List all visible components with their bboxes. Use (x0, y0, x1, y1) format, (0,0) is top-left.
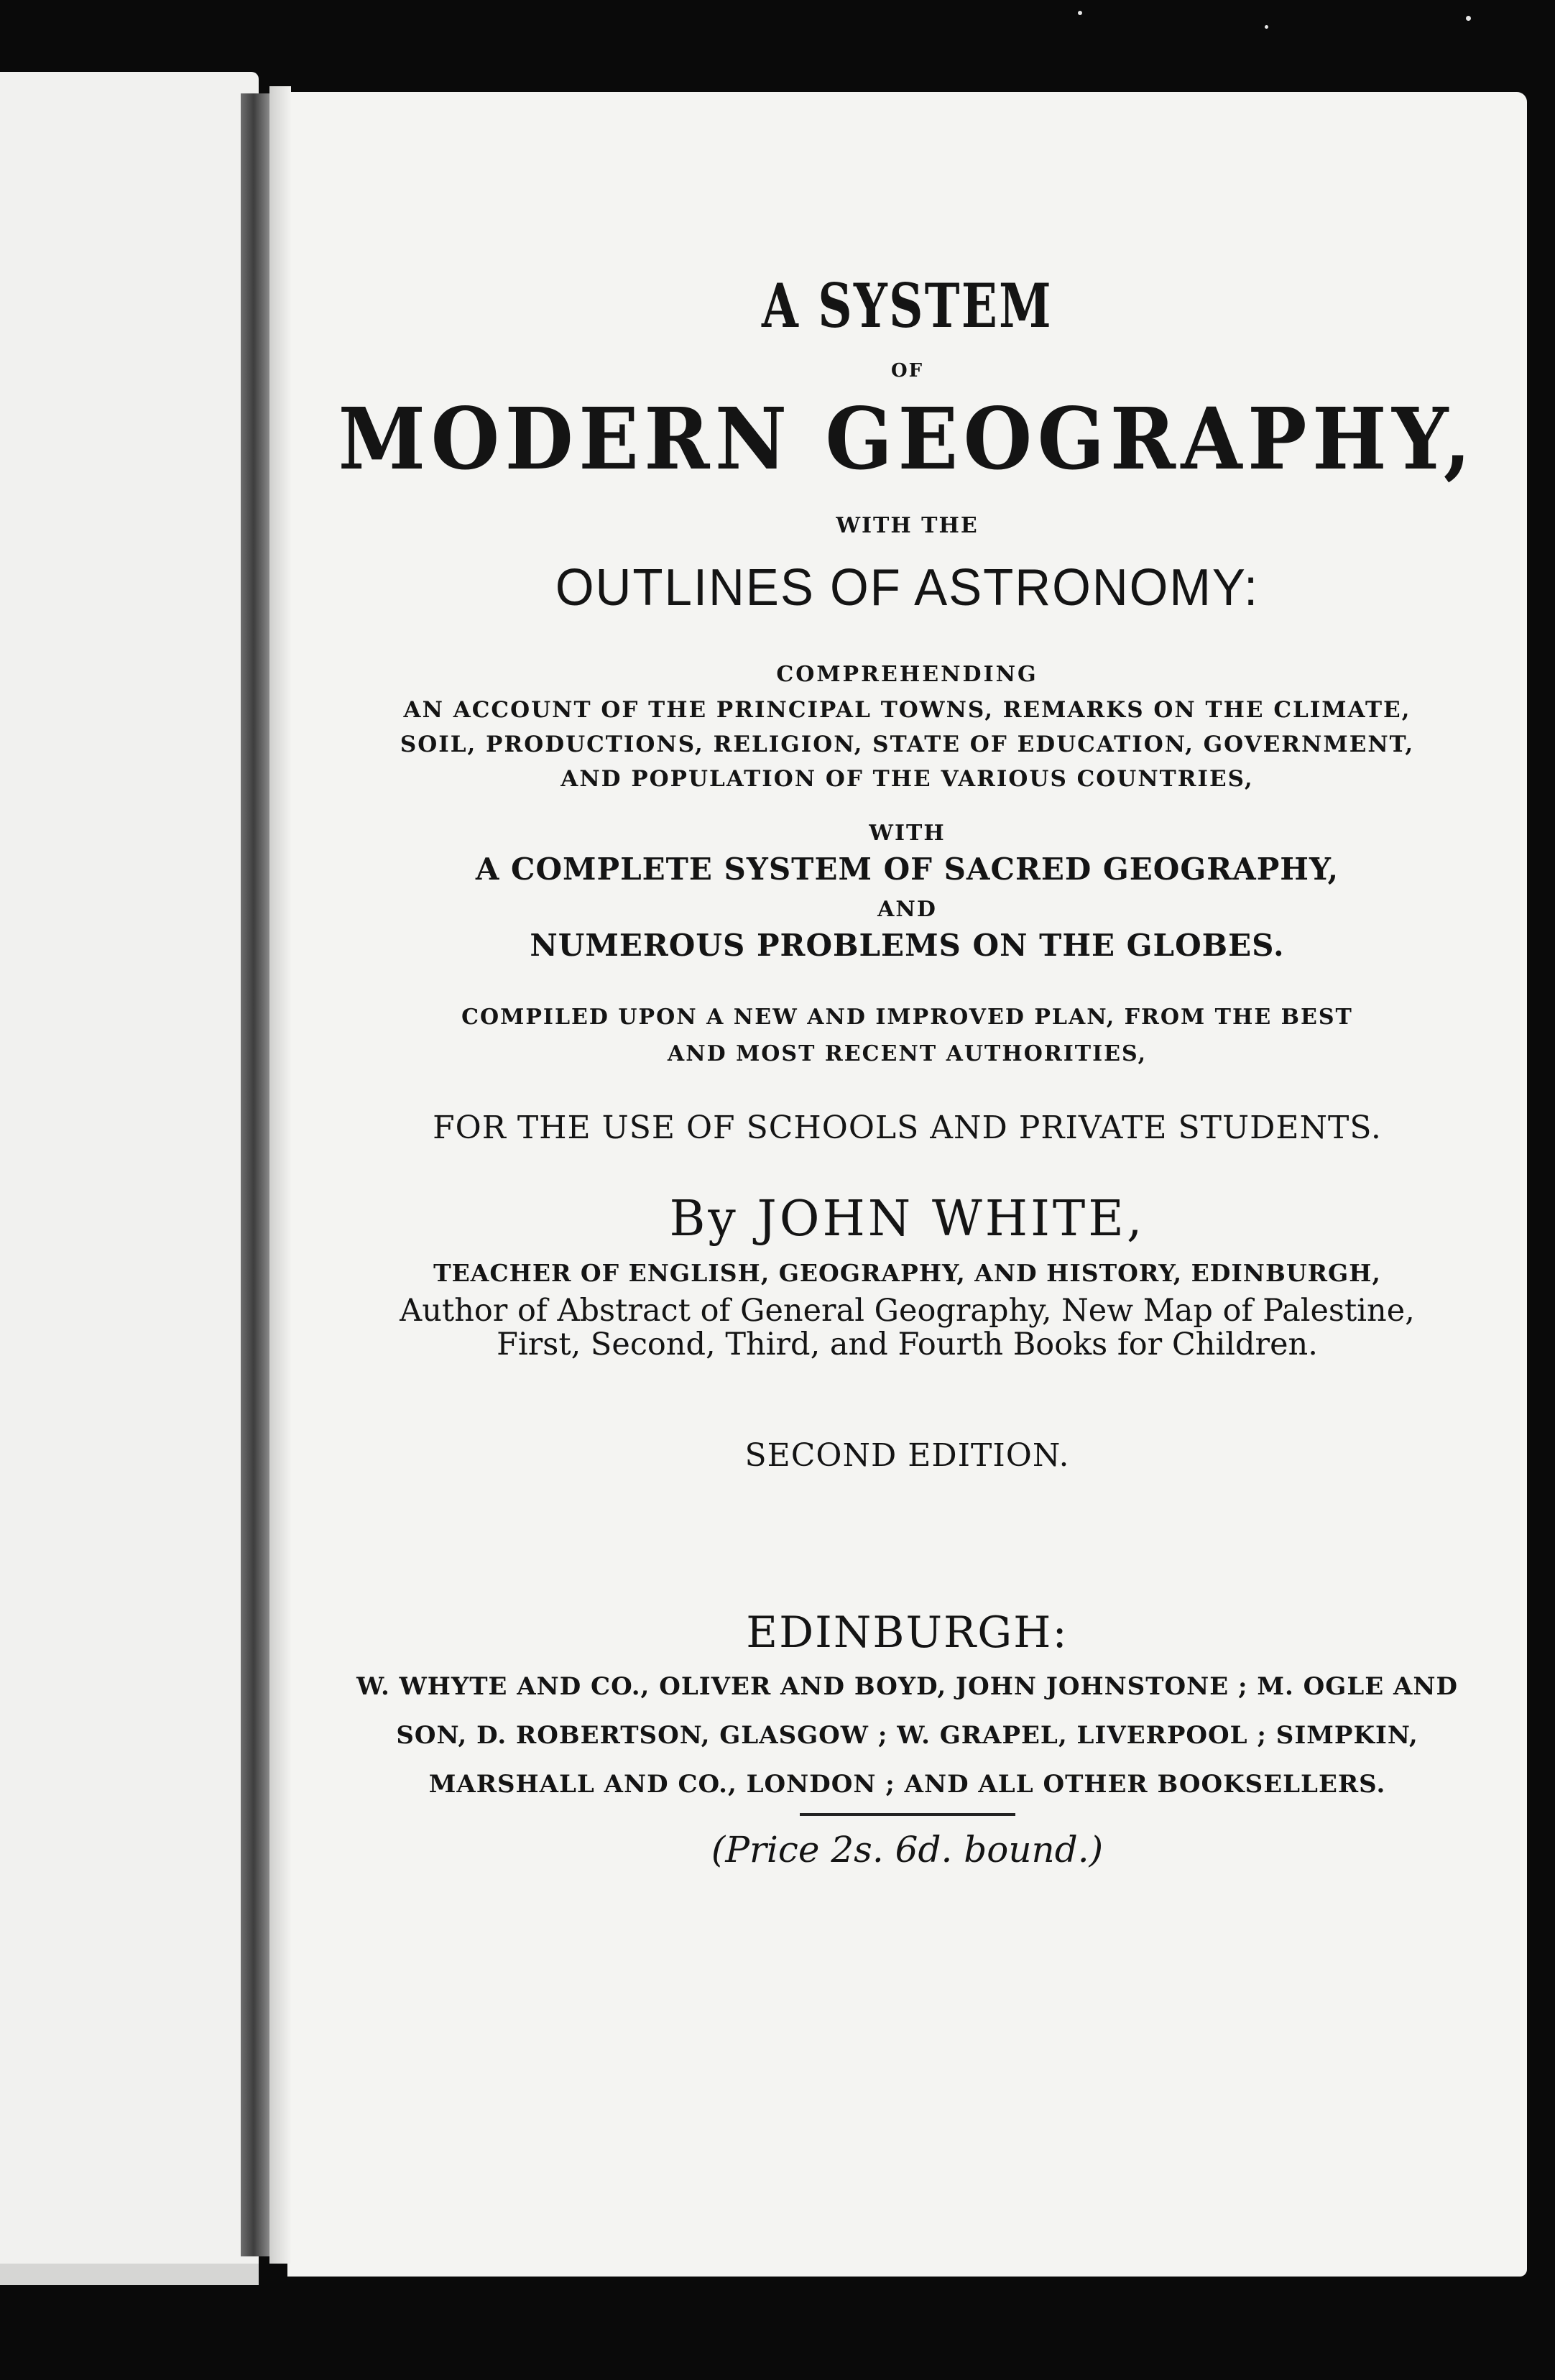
paper-speck (1265, 25, 1268, 29)
author-line (287, 1191, 1527, 1247)
title-line-system: A SYSTEM (761, 270, 1053, 341)
comprehending-label: COMPREHENDING (776, 662, 1038, 687)
publishers-line-3: MARSHALL AND CO., LONDON ; AND ALL OTHER BOOKSELLERS. (428, 1769, 1386, 1799)
page-edge-strip (0, 2264, 259, 2285)
publishers-line-2: SON, D. ROBERTSON, GLASGOW ; W. GRAPEL, LIVERPOOL ; SIMPKIN, (396, 1720, 1418, 1750)
with-label: WITH (869, 821, 946, 847)
author-works-line-2: First, Second, Third, and Fourth Books for Children. (497, 1327, 1318, 1363)
author-credentials: TEACHER OF ENGLISH, GEOGRAPHY, AND HISTORY, EDINBURGH, (433, 1259, 1381, 1288)
title-line-with-the: WITH THE (836, 513, 979, 538)
paper-speck (1466, 16, 1471, 21)
publishers-line-1: W. WHYTE AND CO., OLIVER AND BOYD, JOHN JOHNSTONE ; M. OGLE AND (356, 1671, 1458, 1701)
description-line-2: SOIL, PRODUCTIONS, RELIGION, STATE OF EDUCATION, GOVERNMENT, (400, 732, 1415, 758)
main-title: MODERN GEOGRAPHY, (338, 389, 1477, 489)
audience-line: FOR THE USE OF SCHOOLS AND PRIVATE STUDENTS. (433, 1110, 1382, 1147)
globes-line: NUMEROUS PROBLEMS ON THE GLOBES. (530, 928, 1285, 964)
price-line: (Price 2s. 6d. bound.) (711, 1829, 1104, 1871)
compiled-line-1: COMPILED UPON A NEW AND IMPROVED PLAN, FROM THE BEST (461, 1005, 1353, 1030)
description-line-1: AN ACCOUNT OF THE PRINCIPAL TOWNS, REMARKS ON THE CLIMATE, (403, 697, 1411, 723)
subtitle-astronomy: OUTLINES OF ASTRONOMY: (555, 559, 1260, 617)
imprint-city: EDINBURGH: (746, 1607, 1069, 1658)
author-name: JOHN WHITE, (757, 1191, 1145, 1248)
binding-gutter (241, 93, 269, 2256)
facing-page (0, 72, 259, 2264)
title-page-text (287, 92, 1527, 1871)
and-label: AND (877, 897, 937, 923)
edition-label: SECOND EDITION. (744, 1436, 1070, 1474)
compiled-line-2: AND MOST RECENT AUTHORITIES, (667, 1041, 1148, 1067)
by-label: By (669, 1191, 739, 1248)
description-line-3: AND POPULATION OF THE VARIOUS COUNTRIES, (560, 766, 1254, 793)
title-line-of: OF (890, 360, 924, 382)
divider-rule (800, 1813, 1015, 1816)
sacred-geography-line: A COMPLETE SYSTEM OF SACRED GEOGRAPHY, (475, 852, 1339, 887)
paper-speck (1078, 11, 1082, 15)
author-works-line-1: Author of Abstract of General Geography, New Map of Palestine, (400, 1293, 1415, 1329)
